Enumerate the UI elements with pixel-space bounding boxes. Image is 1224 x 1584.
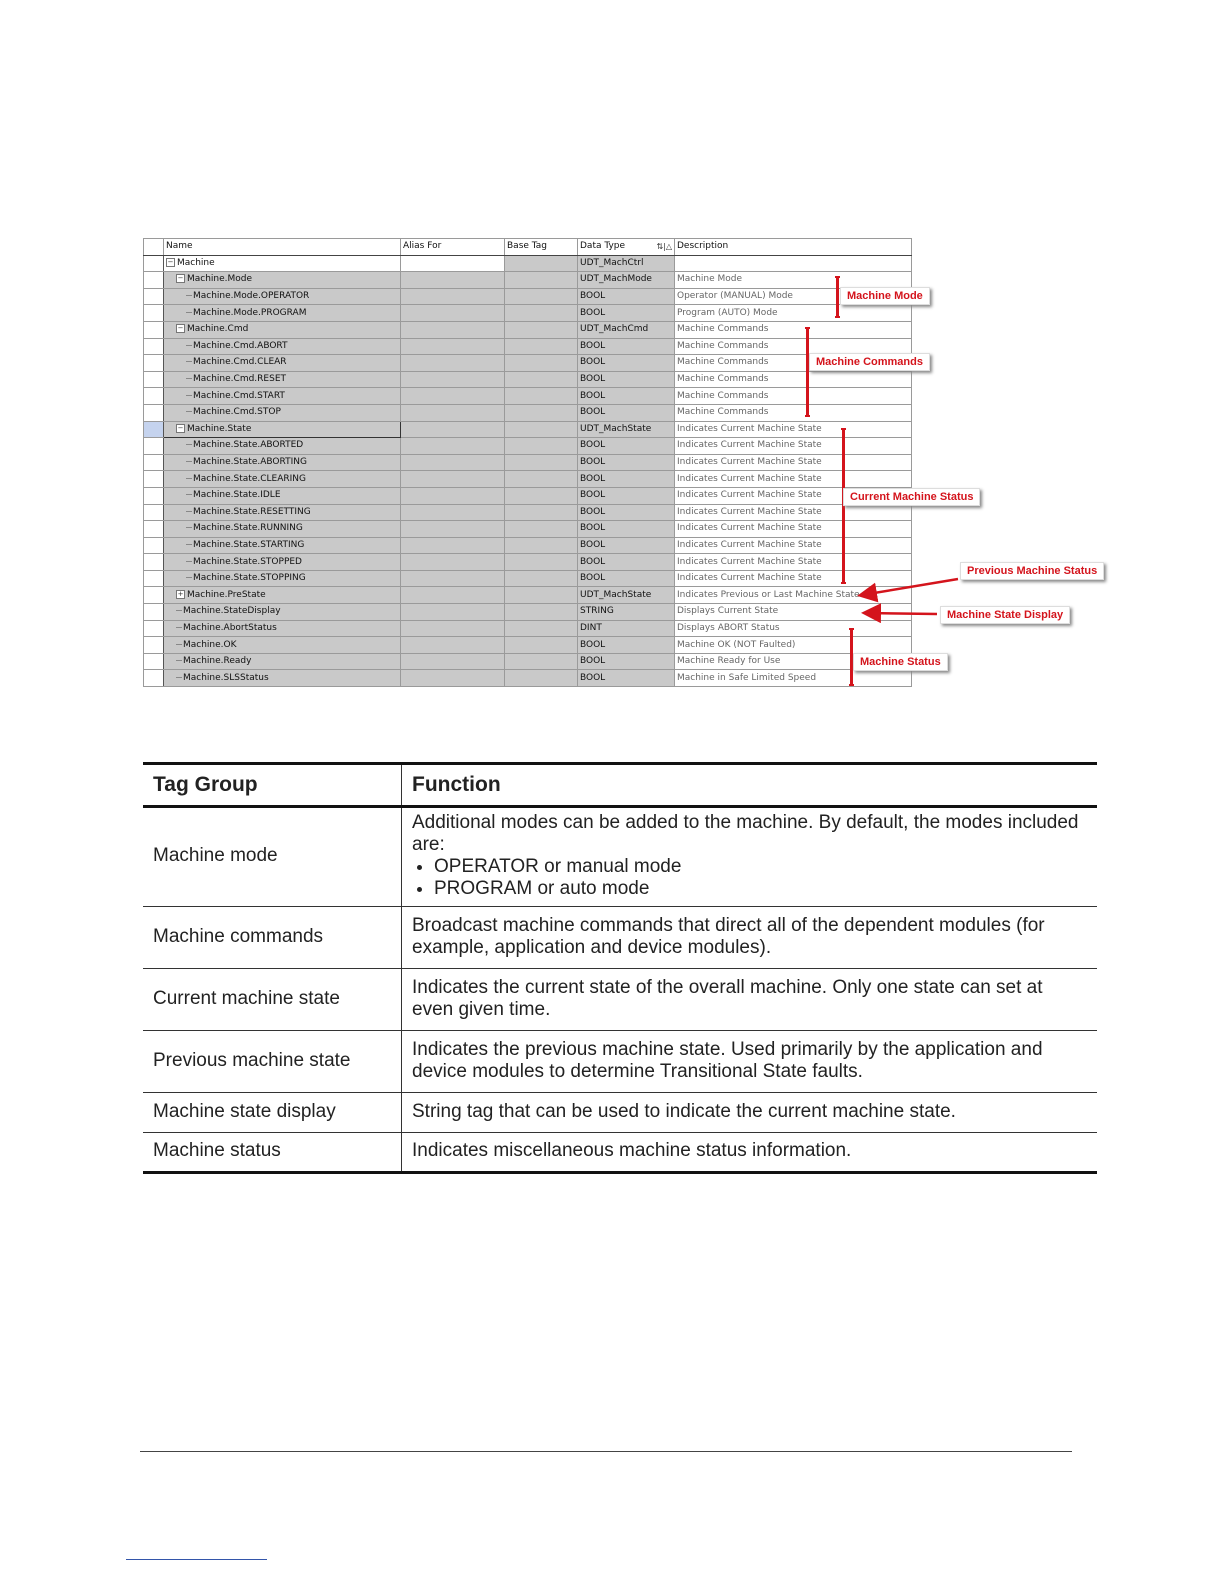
header-tag-group: Tag Group <box>143 764 402 807</box>
row-selector[interactable] <box>144 653 164 670</box>
table-row[interactable] <box>144 421 912 438</box>
base-tag-cell[interactable] <box>505 487 578 504</box>
callout-previous-machine-status: Previous Machine Status <box>960 562 1104 580</box>
table-row[interactable] <box>144 454 912 471</box>
tree-connector-icon <box>186 561 192 562</box>
base-tag-cell[interactable] <box>505 587 578 604</box>
function-cell <box>402 807 1098 907</box>
data-type-cell[interactable]: BOOL <box>578 504 675 521</box>
description-cell[interactable]: Machine Commands <box>675 338 912 355</box>
data-type-cell[interactable]: BOOL <box>578 454 675 471</box>
description-cell[interactable]: Machine in Safe Limited Speed <box>675 670 912 687</box>
table-row[interactable] <box>144 504 912 521</box>
row-selector[interactable] <box>144 521 164 538</box>
row-selector[interactable] <box>144 487 164 504</box>
tag-name-label: Machine <box>177 257 215 268</box>
tree-connector-icon <box>176 627 182 628</box>
table-row[interactable] <box>144 305 912 322</box>
base-tag-cell[interactable] <box>505 288 578 305</box>
alias-for-cell[interactable] <box>401 371 505 388</box>
data-type-cell[interactable]: BOOL <box>578 570 675 587</box>
tree-connector-icon <box>186 511 192 512</box>
tag-group-cell: Machine status <box>143 1133 402 1173</box>
description-cell[interactable]: Machine Mode <box>675 272 912 289</box>
tree-connector-icon <box>176 660 182 661</box>
tree-connector-icon <box>186 461 192 462</box>
callout-bracket-commands <box>806 327 809 417</box>
alias-for-cell[interactable] <box>401 554 505 571</box>
table-row[interactable] <box>144 620 912 637</box>
row-selector[interactable] <box>144 288 164 305</box>
alias-for-cell[interactable] <box>401 537 505 554</box>
alias-for-cell[interactable] <box>401 404 505 421</box>
row-selector[interactable] <box>144 388 164 405</box>
tag-name-cell[interactable] <box>164 504 401 521</box>
table-row <box>143 1133 1097 1173</box>
footer-link-underline <box>126 1559 267 1560</box>
data-type-cell[interactable]: BOOL <box>578 404 675 421</box>
row-selector[interactable] <box>144 537 164 554</box>
tag-name-label: Machine.State.STARTING <box>193 539 305 550</box>
alias-for-cell[interactable] <box>401 487 505 504</box>
base-tag-cell[interactable] <box>505 438 578 455</box>
row-selector[interactable] <box>144 604 164 621</box>
row-selector[interactable] <box>144 421 164 438</box>
table-row[interactable] <box>144 371 912 388</box>
data-type-cell[interactable]: UDT_MachState <box>578 587 675 604</box>
data-type-cell[interactable]: BOOL <box>578 371 675 388</box>
base-tag-cell[interactable] <box>505 321 578 338</box>
callout-machine-state-display: Machine State Display <box>940 606 1070 624</box>
tag-name-cell[interactable] <box>164 471 401 488</box>
data-type-cell[interactable]: BOOL <box>578 537 675 554</box>
table-row[interactable] <box>144 587 912 604</box>
tree-connector-icon <box>186 361 192 362</box>
base-tag-cell[interactable] <box>505 305 578 322</box>
tag-name-cell[interactable] <box>164 537 401 554</box>
base-tag-cell[interactable] <box>505 272 578 289</box>
tag-name-label: Machine.PreState <box>187 589 266 600</box>
table-row[interactable] <box>144 487 912 504</box>
function-cell: Indicates the previous machine state. Used primarily by the application and device modules to determine Transitional State faults. <box>402 1031 1098 1093</box>
tree-connector-icon <box>186 444 192 445</box>
tree-connector-icon <box>186 577 192 578</box>
tag-name-label: Machine.Cmd.START <box>193 390 285 401</box>
tag-name-label: Machine.State.STOPPED <box>193 556 302 567</box>
table-row <box>143 1093 1097 1133</box>
table-row[interactable] <box>144 471 912 488</box>
description-cell[interactable]: Indicates Current Machine State <box>675 471 912 488</box>
base-tag-cell[interactable] <box>505 521 578 538</box>
col-header-description[interactable]: Description <box>675 239 912 256</box>
tag-name-cell[interactable] <box>164 454 401 471</box>
tag-name-cell[interactable] <box>164 670 401 687</box>
tree-connector-icon <box>186 527 192 528</box>
data-type-cell[interactable]: BOOL <box>578 338 675 355</box>
callout-bracket-current <box>842 428 845 584</box>
table-row[interactable] <box>144 637 912 654</box>
tree-connector-icon <box>186 395 192 396</box>
tree-connector-icon <box>186 411 192 412</box>
function-cell: Broadcast machine commands that direct all of the dependent modules (for example, application and device modules). <box>402 907 1098 969</box>
tag-group-cell: Machine commands <box>143 907 402 969</box>
list-item: • OPERATOR or manual mode <box>434 856 1087 878</box>
tag-name-label: Machine.State <box>187 423 252 434</box>
alias-for-cell[interactable] <box>401 670 505 687</box>
tag-group-cell: Machine state display <box>143 1093 402 1133</box>
tag-name-label: Machine.Cmd.ABORT <box>193 340 288 351</box>
tag-name-cell[interactable] <box>164 487 401 504</box>
base-tag-cell[interactable] <box>505 371 578 388</box>
tag-name-label: Machine.State.ABORTING <box>193 457 307 468</box>
callout-bracket-mode <box>836 276 839 318</box>
alias-for-cell[interactable] <box>401 388 505 405</box>
alias-for-cell[interactable] <box>401 620 505 637</box>
description-cell[interactable]: Indicates Current Machine State <box>675 521 912 538</box>
collapse-icon[interactable]: − <box>167 257 174 266</box>
footer-divider <box>140 1451 1072 1452</box>
table-row <box>143 969 1097 1031</box>
base-tag-cell[interactable] <box>505 388 578 405</box>
alias-for-cell[interactable] <box>401 521 505 538</box>
tag-name-label: Machine.Cmd.RESET <box>193 374 286 385</box>
data-type-cell[interactable]: BOOL <box>578 521 675 538</box>
description-cell[interactable]: Indicates Previous or Last Machine State <box>675 587 912 604</box>
row-selector[interactable] <box>144 355 164 372</box>
table-row <box>143 807 1097 907</box>
tree-connector-icon <box>186 494 192 495</box>
tree-connector-icon <box>176 610 182 611</box>
description-cell[interactable]: Machine Commands <box>675 321 912 338</box>
row-selector[interactable] <box>144 404 164 421</box>
data-type-cell[interactable]: BOOL <box>578 637 675 654</box>
function-cell: Indicates miscellaneous machine status information. <box>402 1133 1098 1173</box>
data-type-cell[interactable]: BOOL <box>578 487 675 504</box>
tag-name-cell[interactable] <box>164 554 401 571</box>
description-cell[interactable]: Indicates Current Machine State <box>675 504 912 521</box>
alias-for-cell[interactable] <box>401 438 505 455</box>
description-cell[interactable]: Indicates Current Machine State <box>675 421 912 438</box>
col-header-base-tag[interactable]: Base Tag <box>505 239 578 256</box>
table-row[interactable] <box>144 537 912 554</box>
col-header-name[interactable]: Name <box>164 239 401 256</box>
alias-for-cell[interactable] <box>401 637 505 654</box>
description-cell[interactable]: Indicates Current Machine State <box>675 570 912 587</box>
tag-name-cell[interactable] <box>164 338 401 355</box>
tag-name-cell[interactable] <box>164 255 401 272</box>
table-row[interactable] <box>144 272 912 289</box>
tag-name-cell[interactable] <box>164 305 401 322</box>
sort-filter-icon[interactable]: ⇅|△ <box>656 242 672 252</box>
row-selector[interactable] <box>144 587 164 604</box>
alias-for-cell[interactable] <box>401 338 505 355</box>
tag-name-cell[interactable] <box>164 355 401 372</box>
table-row[interactable] <box>144 255 912 272</box>
collapse-icon[interactable]: − <box>177 324 184 333</box>
alias-for-cell[interactable] <box>401 255 505 272</box>
table-row[interactable] <box>144 404 912 421</box>
tag-name-label: Machine.State.IDLE <box>193 490 281 501</box>
tag-name-cell[interactable] <box>164 321 401 338</box>
col-header-data-type[interactable] <box>578 239 675 256</box>
description-cell[interactable]: Machine Commands <box>675 371 912 388</box>
base-tag-cell[interactable] <box>505 620 578 637</box>
alias-for-cell[interactable] <box>401 272 505 289</box>
description-cell[interactable]: Program (AUTO) Mode <box>675 305 912 322</box>
table-row[interactable] <box>144 321 912 338</box>
col-header-alias[interactable]: Alias For <box>401 239 505 256</box>
alias-for-cell[interactable] <box>401 321 505 338</box>
base-tag-cell[interactable] <box>505 670 578 687</box>
list-item: • PROGRAM or auto mode <box>434 878 1087 900</box>
description-cell[interactable]: Indicates Current Machine State <box>675 487 912 504</box>
tag-name-cell[interactable] <box>164 371 401 388</box>
bullet-list <box>412 856 1087 900</box>
callout-machine-commands: Machine Commands <box>809 353 930 371</box>
table-row[interactable] <box>144 653 912 670</box>
tag-name-label: Machine.Mode <box>187 274 253 285</box>
function-text: Additional modes can be added to the machine. By default, the modes included are: <box>412 812 1079 855</box>
table-row[interactable] <box>144 670 912 687</box>
description-cell[interactable]: Indicates Current Machine State <box>675 454 912 471</box>
table-row <box>143 1031 1097 1093</box>
data-type-cell[interactable]: UDT_MachCtrl <box>578 255 675 272</box>
tag-name-cell[interactable] <box>164 404 401 421</box>
alias-for-cell[interactable] <box>401 454 505 471</box>
data-type-cell[interactable]: BOOL <box>578 438 675 455</box>
description-cell[interactable]: Machine Ready for Use <box>675 653 912 670</box>
description-cell[interactable]: Machine Commands <box>675 404 912 421</box>
tree-connector-icon <box>186 378 192 379</box>
tag-name-cell[interactable] <box>164 653 401 670</box>
tag-name-label: Machine.Mode.PROGRAM <box>193 307 307 318</box>
tag-name-label: Machine.StateDisplay <box>183 606 281 617</box>
alias-for-cell[interactable] <box>401 653 505 670</box>
tag-grid <box>143 238 912 687</box>
tree-connector-icon <box>176 677 182 678</box>
tag-name-cell[interactable] <box>164 620 401 637</box>
description-cell[interactable]: Indicates Current Machine State <box>675 438 912 455</box>
function-table <box>143 762 1097 1174</box>
tag-name-cell[interactable] <box>164 438 401 455</box>
tag-name-label: Machine.State.ABORTED <box>193 440 304 451</box>
description-cell[interactable]: Indicates Current Machine State <box>675 554 912 571</box>
data-type-cell[interactable]: STRING <box>578 604 675 621</box>
data-type-cell[interactable]: DINT <box>578 620 675 637</box>
base-tag-cell[interactable] <box>505 504 578 521</box>
alias-for-cell[interactable] <box>401 355 505 372</box>
description-cell[interactable]: Machine Commands <box>675 355 912 372</box>
tree-connector-icon <box>186 312 192 313</box>
base-tag-cell[interactable] <box>505 653 578 670</box>
base-tag-cell[interactable] <box>505 637 578 654</box>
tag-name-cell[interactable] <box>164 421 401 438</box>
row-selector-header[interactable] <box>144 239 164 256</box>
table-row[interactable] <box>144 438 912 455</box>
tag-name-label: Machine.Cmd <box>187 324 249 335</box>
alias-for-cell[interactable] <box>401 421 505 438</box>
tag-name-label: Machine.Cmd.STOP <box>193 407 281 418</box>
tag-name-label: Machine.State.RESETTING <box>193 506 311 517</box>
base-tag-cell[interactable] <box>505 537 578 554</box>
tag-name-label: Machine.Mode.OPERATOR <box>193 291 310 302</box>
tag-group-cell: Previous machine state <box>143 1031 402 1093</box>
description-cell[interactable]: Displays ABORT Status <box>675 620 912 637</box>
description-cell[interactable]: Indicates Current Machine State <box>675 537 912 554</box>
data-type-cell[interactable]: UDT_MachState <box>578 421 675 438</box>
function-table-header <box>143 764 1097 807</box>
function-cell: Indicates the current state of the overall machine. Only one state can set at even given time. <box>402 969 1098 1031</box>
tag-name-label: Machine.Cmd.CLEAR <box>193 357 287 368</box>
table-row[interactable] <box>144 355 912 372</box>
data-type-cell[interactable]: BOOL <box>578 554 675 571</box>
tag-name-cell[interactable] <box>164 570 401 587</box>
base-tag-cell[interactable] <box>505 604 578 621</box>
data-type-cell[interactable]: BOOL <box>578 288 675 305</box>
data-type-cell[interactable]: BOOL <box>578 471 675 488</box>
tag-name-cell[interactable] <box>164 388 401 405</box>
data-type-cell[interactable]: BOOL <box>578 670 675 687</box>
table-row <box>143 907 1097 969</box>
row-selector[interactable] <box>144 504 164 521</box>
tag-name-cell[interactable] <box>164 637 401 654</box>
tag-group-cell: Machine mode <box>143 807 402 907</box>
table-row[interactable] <box>144 521 912 538</box>
collapse-icon[interactable]: − <box>177 274 184 283</box>
description-cell[interactable]: Machine Commands <box>675 388 912 405</box>
description-cell[interactable]: Operator (MANUAL) Mode <box>675 288 912 305</box>
alias-for-cell[interactable] <box>401 305 505 322</box>
tree-connector-icon <box>186 345 192 346</box>
data-type-cell[interactable]: UDT_MachMode <box>578 272 675 289</box>
col-header-data-type-label: Data Type <box>580 241 626 252</box>
data-type-cell[interactable]: UDT_MachCmd <box>578 321 675 338</box>
data-type-cell[interactable]: BOOL <box>578 355 675 372</box>
row-selector[interactable] <box>144 438 164 455</box>
table-row[interactable] <box>144 288 912 305</box>
table-row[interactable] <box>144 570 912 587</box>
description-cell[interactable]: Displays Current State <box>675 604 912 621</box>
expand-icon[interactable]: + <box>177 589 184 598</box>
tag-name-label: Machine.State.STOPPING <box>193 573 306 584</box>
tag-name-cell[interactable] <box>164 272 401 289</box>
row-selector[interactable] <box>144 305 164 322</box>
collapse-icon[interactable]: − <box>177 423 184 432</box>
grid-body <box>144 255 912 686</box>
alias-for-cell[interactable] <box>401 587 505 604</box>
row-selector[interactable] <box>144 321 164 338</box>
tag-name-label: Machine.State.CLEARING <box>193 473 306 484</box>
row-selector[interactable] <box>144 620 164 637</box>
row-selector[interactable] <box>144 554 164 571</box>
table-row[interactable] <box>144 388 912 405</box>
tag-name-cell[interactable] <box>164 587 401 604</box>
tag-group-cell: Current machine state <box>143 969 402 1031</box>
alias-for-cell[interactable] <box>401 604 505 621</box>
row-selector[interactable] <box>144 637 164 654</box>
callout-machine-status: Machine Status <box>853 653 948 671</box>
base-tag-cell[interactable] <box>505 471 578 488</box>
tag-name-label: Machine.OK <box>183 639 237 650</box>
base-tag-cell[interactable] <box>505 570 578 587</box>
tree-connector-icon <box>176 644 182 645</box>
tag-name-label: Machine.State.RUNNING <box>193 523 303 534</box>
grid-header-row <box>144 239 912 256</box>
tree-connector-icon <box>186 295 192 296</box>
base-tag-cell[interactable] <box>505 454 578 471</box>
base-tag-cell[interactable] <box>505 355 578 372</box>
table-row[interactable] <box>144 604 912 621</box>
row-selector[interactable] <box>144 471 164 488</box>
callout-machine-mode: Machine Mode <box>840 287 930 305</box>
tree-connector-icon <box>186 478 192 479</box>
row-selector[interactable] <box>144 338 164 355</box>
row-selector[interactable] <box>144 272 164 289</box>
description-cell[interactable]: Machine OK (NOT Faulted) <box>675 637 912 654</box>
data-type-cell[interactable]: BOOL <box>578 653 675 670</box>
alias-for-cell[interactable] <box>401 504 505 521</box>
alias-for-cell[interactable] <box>401 288 505 305</box>
base-tag-cell[interactable] <box>505 421 578 438</box>
tag-name-label: Machine.SLSStatus <box>183 672 269 683</box>
tag-name-cell[interactable] <box>164 288 401 305</box>
row-selector[interactable] <box>144 670 164 687</box>
data-type-cell[interactable]: BOOL <box>578 388 675 405</box>
table-row[interactable] <box>144 338 912 355</box>
base-tag-cell[interactable] <box>505 255 578 272</box>
tag-name-label: Machine.AbortStatus <box>183 622 277 633</box>
alias-for-cell[interactable] <box>401 570 505 587</box>
row-selector[interactable] <box>144 255 164 272</box>
description-cell[interactable] <box>675 255 912 272</box>
callout-current-machine-status: Current Machine Status <box>843 488 980 506</box>
base-tag-cell[interactable] <box>505 404 578 421</box>
function-cell: String tag that can be used to indicate the current machine state. <box>402 1093 1098 1133</box>
row-selector[interactable] <box>144 570 164 587</box>
tag-name-label: Machine.Ready <box>183 656 252 667</box>
tree-connector-icon <box>186 544 192 545</box>
row-selector[interactable] <box>144 454 164 471</box>
base-tag-cell[interactable] <box>505 554 578 571</box>
tag-name-cell[interactable] <box>164 521 401 538</box>
base-tag-cell[interactable] <box>505 338 578 355</box>
data-type-cell[interactable]: BOOL <box>578 305 675 322</box>
header-function: Function <box>402 764 1098 807</box>
row-selector[interactable] <box>144 371 164 388</box>
alias-for-cell[interactable] <box>401 471 505 488</box>
tag-name-cell[interactable] <box>164 604 401 621</box>
table-row[interactable] <box>144 554 912 571</box>
